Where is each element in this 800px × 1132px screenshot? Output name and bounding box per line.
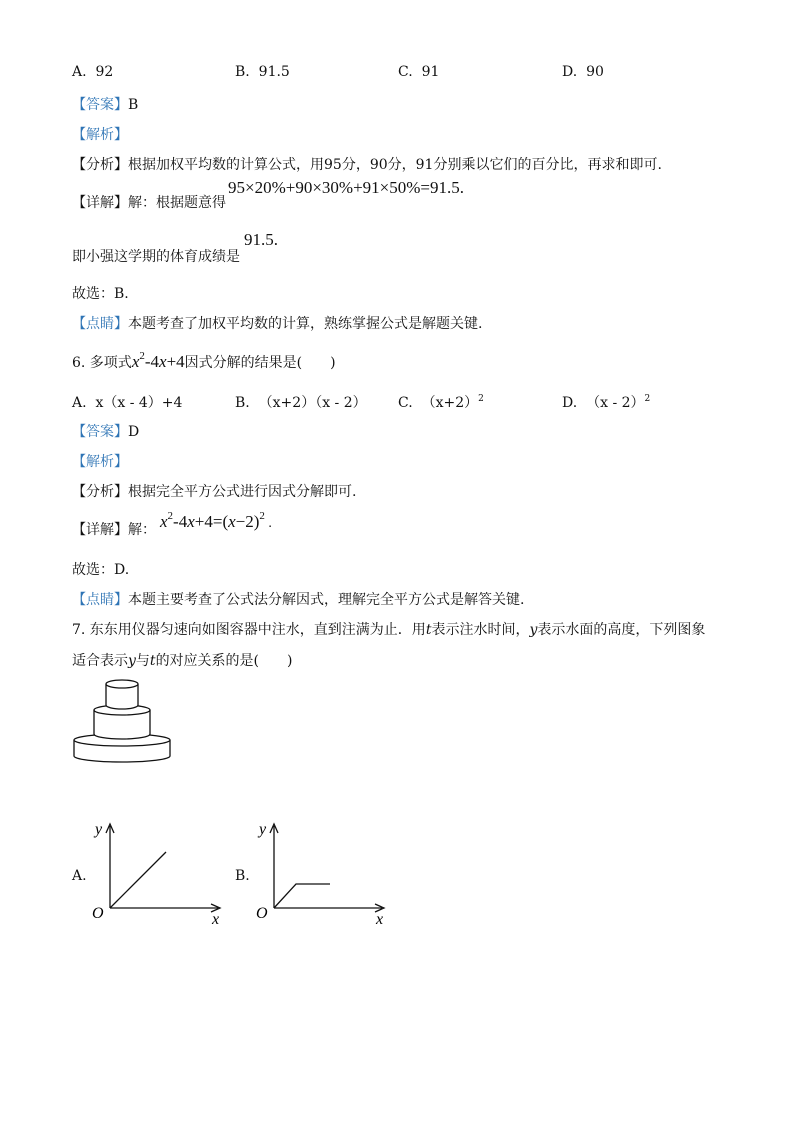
x-axis-label: x	[376, 911, 384, 928]
q5-analysis-heading: 【解析】	[72, 127, 128, 143]
q6-analysis-heading: 【解析】	[72, 454, 128, 470]
q6-answer: 【答案】D	[72, 424, 140, 440]
graph-b-line	[274, 884, 330, 908]
q6-detail-formula: $x^2-4x+4=(x-2)^2$ .	[160, 510, 272, 531]
y-axis-label: y	[95, 821, 103, 838]
q5-dianjing: 【点睛】本题考查了加权平均数的计算，熟练掌握公式是解题关键.	[72, 316, 483, 332]
q7-graph-a-letter: A.	[72, 868, 87, 884]
q6-stem: 6. 多项式$x^2-4x+4$因式分解的结果是( )	[72, 350, 336, 371]
q5-detail-formula: 95×20%+90×30%+91×50%=91.5.	[228, 178, 465, 197]
origin-label: O	[92, 905, 104, 922]
x-axis-label: x	[212, 911, 220, 928]
q6-option-d: D. （x - 2）$^2$	[562, 394, 651, 411]
q7-stem-line2: 适合表示y与t的对应关系的是( )	[72, 653, 293, 669]
q7-stem-line1: 7. 东东用仪器匀速向如图容器中注水，直到注满为止．用t表示注水时间，y表示水面的高度，下列图象	[72, 622, 706, 638]
q6-polynomial: $x^2-4x+4$	[131, 350, 185, 371]
q6-fenxi: 【分析】根据完全平方公式进行因式分解即可.	[72, 484, 357, 500]
q6-option-b: B. （x+2）（x - 2）	[235, 395, 367, 411]
q6-dianjing: 【点睛】本题主要考查了公式法分解因式，理解完全平方公式是解答关键.	[72, 592, 525, 608]
q6-option-a: A. x（x - 4）+4	[72, 395, 183, 411]
q5-detail: 【详解】解：根据题意得	[72, 195, 226, 211]
origin-label: O	[256, 905, 268, 922]
q5-option-b: B. 91.5	[235, 64, 290, 80]
q5-fenxi: 【分析】根据加权平均数的计算公式，用95分，90分，91分别乘以它们的百分比，再求和即可.	[72, 157, 662, 173]
q6-option-c: C. $(x+2)^2$	[398, 394, 484, 411]
q5-answer: 【答案】B	[72, 97, 139, 113]
graph-a-line	[110, 852, 166, 908]
q5-result: 即小强这学期的体育成绩是	[72, 249, 240, 265]
y-axis-label: y	[259, 821, 267, 838]
q5-option-d: D. 90	[562, 64, 604, 80]
container-figure	[70, 672, 174, 768]
q7-graph-a	[88, 816, 238, 928]
q6-choose: 故选：D.	[72, 562, 130, 578]
q5-result-value: 91.5.	[244, 230, 278, 249]
q6-detail: 【详解】解：	[72, 522, 156, 538]
q5-option-c: C. 91	[398, 64, 440, 80]
q7-graph-b	[252, 816, 402, 928]
q5-option-a: A. 92	[72, 64, 114, 80]
q5-choose: 故选：B.	[72, 286, 129, 302]
top-cylinder-top	[106, 680, 138, 688]
q7-graph-b-letter: B.	[235, 868, 250, 884]
